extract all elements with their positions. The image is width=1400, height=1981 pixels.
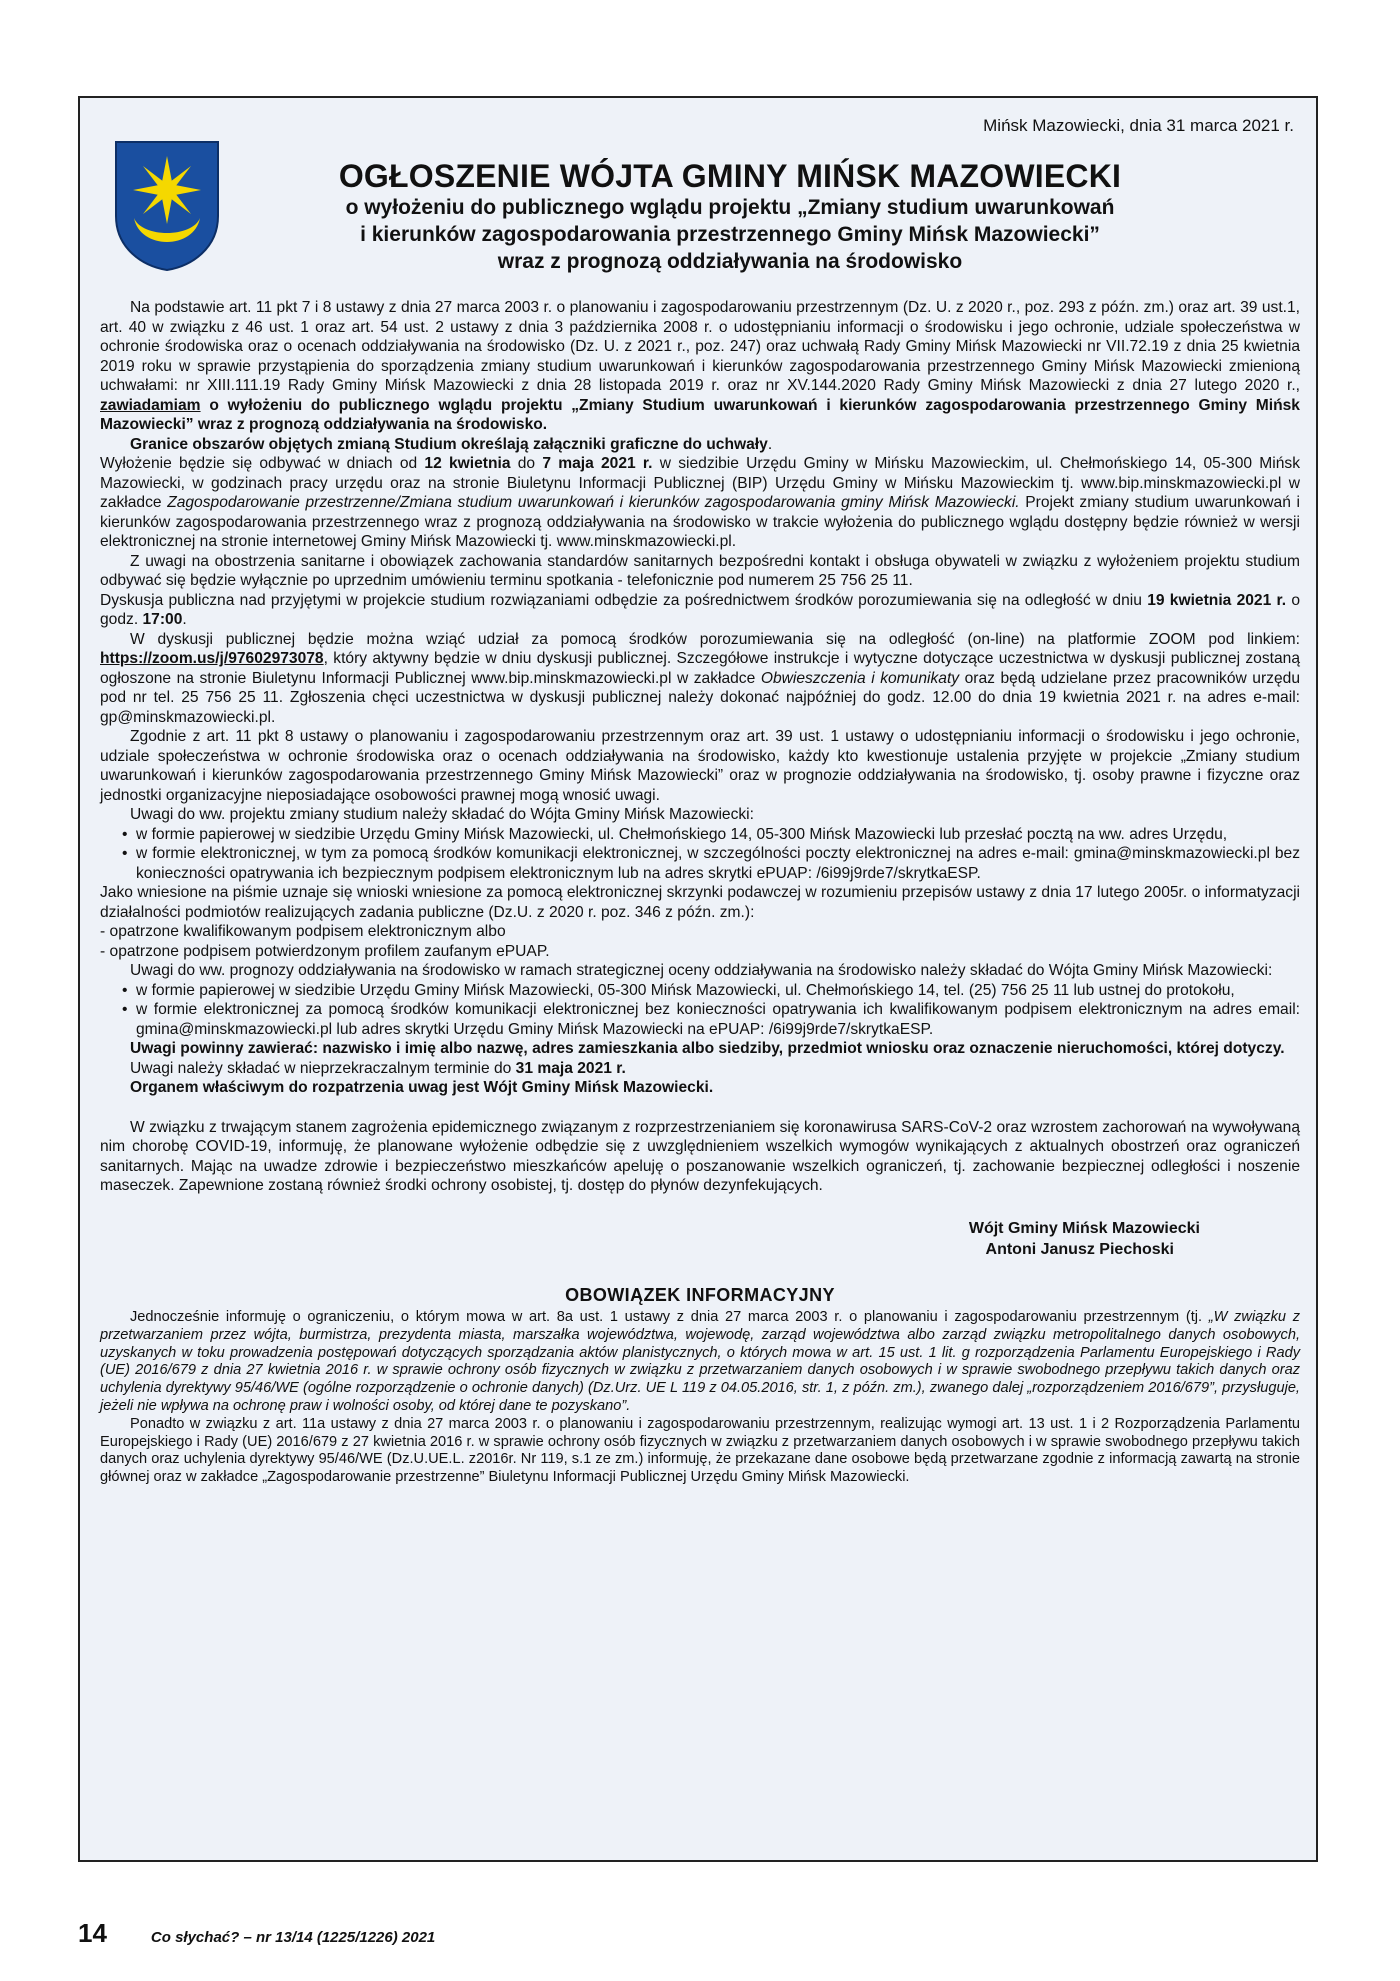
paragraph-obligation-2: Ponadto w związku z art. 11a ustawy z dnia 27 marca 2003 r. o planowaniu i zagospodarowaniu przestrzennym, realizując wymogi art. 13 ust. 1 i 2 Rozporządzenia Parlamentu Europejskiego i Rady (UE) 2016/679 z 27 kwietnia 2016 r. w sprawie ochrony osób fizycznych w związku z przetwarzaniem danych osobowych i w sprawie swobodnego przepływu takich danych oraz uchylenia dyrektywy 95/46/WE (Dz.U.UE.L. z2016r. Nr 119, s.1 ze zm.) informuję, że przekazane dane osobowe będą przetwarzane zgodnie z informacją zawartą na stronie głównej oraz w zakładce „Zagospodarowanie przestrzenne” Biuletynu Informacji Publicznej Urzędu Gminy Mińsk Mazowiecki. — [100, 1415, 1300, 1486]
subtitle-line-3: wraz z prognozą oddziaływania na środowisko — [497, 250, 963, 273]
paragraph-covid: W związku z trwającym stanem zagrożenia epidemicznego związanym z rozprzestrzenianiem się koronawirusa SARS-CoV-2 oraz wzrostem zachorowań na wywoływaną nim chorobę COVID-19, informuję, że planowane wyłożenie odbędzie się z uwzględnieniem wszelkich wymogów wynikających z aktualnych obostrzeń oraz ograniczeń sanitarnych. Mając na uwadze zdrowie i bezpieczeństwo mieszkańców apeluję o poszanowanie wszelkich ograniczeń, tj. zachowanie bezpiecznej odległości i noszenie maseczek. Zapewnione zostaną również środki ochrony osobistej, tj. dostęp do płynów dezynfekujących. — [100, 1118, 1300, 1194]
text: o godz. — [100, 591, 1300, 628]
text: Projekt zmiany studium uwarunkowań i kierunków zagospodarowania przestrzennego wraz z prognozą oddziaływania na środowisko w trakcie wyłożenia do publicznego wglądu dostępny będzie również w wersji elektronicznej na stronie internetowej Gminy Mińsk Mazowiecki tj. www.minskmazowiecki.pl. — [100, 494, 1300, 550]
announcement-frame — [78, 96, 1318, 1862]
header-titles — [230, 158, 1230, 275]
date-line: Mińsk Mazowiecki, dnia 31 marca 2021 r. — [983, 116, 1294, 135]
announcement-body — [100, 298, 1300, 1487]
deadline-date: 31 maja 2021 r. — [515, 1059, 626, 1077]
discussion-time: 17:00 — [142, 611, 183, 628]
text: . — [182, 611, 187, 628]
text: Na podstawie art. 11 pkt 7 i 8 ustawy z dnia 27 marca 2003 r. o planowaniu i zagospodarowaniu przestrzennym (Dz. U. z 2020 r., poz. 293 z późn. zm.) oraz art. 39 ust.1, art. 40 w związku z 46 ust. 1 oraz art. 54 ust. 2 ustawy z dnia 3 października 2008 r. o udostępnianiu informacji o środowisku i jego ochronie, udziale społeczeństwa w ochronie środowiska oraz o ocenach oddziaływania na środowisko (Dz. U. z 2021 r., poz. 247) oraz uchwałą Rady Gminy Mińsk Mazowiecki nr VII.72.19 z dnia 25 kwietnia 2019 roku w sprawie przystąpienia do sporządzenia zmiany studium uwarunkowań i kierunków zagospodarowania przestrzennego Gminy Mińsk Mazowiecki zmienioną uchwałami: nr XIII.111.19 Rady Gminy Mińsk Mazowiecki z dnia 28 listopada 2019 r. oraz nr XV.144.2020 Rady Gminy Mińsk Mazowiecki z dnia 27 lutego 2020 r., — [100, 299, 1300, 394]
paragraph-remarks-right: Zgodnie z art. 11 pkt 8 ustawy o planowaniu i zagospodarowaniu przestrzennym oraz art. 39 ust. 1 ustawy o udostępnianiu informacji o środowisku i jego ochronie, udziale społeczeństwa w ochronie środowiska oraz o ocenach oddziaływania na środowisko, każdy kto kwestionuje ustalenia przyjęte w projekcie „Zmiany studium uwarunkowań i kierunków zagospodarowania przestrzennego Gminy Mińsk Mazowiecki” oraz w prognozie oddziaływania na środowisko, tj. osoby prawne i fizyczne oraz jednostki organizacyjne nieposiadające osobowości prawnej mogą wnosić uwagi. — [100, 728, 1300, 804]
remarks-forecast-list — [100, 981, 1300, 1040]
list-item: • w formie papierowej w siedzibie Urzędu Gminy Mińsk Mazowiecki, 05-300 Mińsk Mazowiecki, ul. Chełmońskiego 14, tel. (25) 756 25 11 lub ustnej do protokołu, — [136, 981, 1300, 1001]
paragraph-legal-basis — [100, 298, 1300, 435]
paragraph-exhibition-dates — [100, 454, 1300, 552]
text: Jednocześnie informuję o ograniczeniu, o którym mowa w art. 8a ust. 1 ustawy z dnia 27 marca 2003 r. o planowaniu i zagospodarowaniu przestrzennym (tj. — [130, 1309, 1209, 1325]
signature — [100, 1218, 1300, 1260]
text: . — [767, 435, 773, 453]
zoom-link[interactable]: https://zoom.us/j/97602973078 — [100, 650, 324, 667]
text: w siedzibie Urzędu Gminy w Mińsku Mazowieckim, ul. Chełmońskiego 14, 05-300 Mińsk Mazowiecki, w godzinach pracy urzędu oraz na stronie Biuletynu Informacji Publicznej (BIP) Urzędu Gminy w Mińsku Mazowieckim tj. www.bip.minskmazowiecki.pl w zakładce — [100, 455, 1300, 511]
list-item: • w formie elektronicznej za pomocą środków komunikacji elektronicznej bez konieczności opatrywania ich kwalifikowanym podpisem elektronicznym na adres email: gmina@minskmazowiecki.pl lub adres skrytki Urzędu Gminy Mińsk Mazowiecki na ePUAP: /6i99j9rde7/skrytkaESP. — [136, 1000, 1300, 1039]
page-title: OGŁOSZENIE WÓJTA GMINY MIŃSK MAZOWIECKI — [338, 158, 1122, 194]
signature-name: Antoni Janusz Piechoski — [985, 1240, 1174, 1258]
text: do — [510, 455, 543, 472]
paragraph-obligation-1 — [100, 1309, 1300, 1416]
text: oraz będą udzielane przez pracowników urzędu pod nr tel. 25 756 25 11. Zgłoszenia chęci uczestnictwa w dyskusji publicznej należy dokonać najpóźniej do godz. 12.00 do dnia 19 kwietnia 2021 r. na adres e-mail: gp@minskmazowiecki.pl. — [100, 669, 1300, 726]
text: Wyłożenie będzie się odbywać w dniach od — [100, 455, 425, 472]
page-footer — [78, 1918, 435, 1949]
coat-of-arms-icon — [112, 138, 222, 273]
paragraph-remarks-forecast: Uwagi do ww. prognozy oddziaływania na środowisko w ramach strategicznej oceny oddziaływania na środowisko należy składać do Wójta Gminy Mińsk Mazowiecki: — [130, 962, 1273, 979]
quoted-law: „W związku z przetwarzaniem przez wójta, burmistrza, prezydenta miasta, marszałka województwa, wojewodę, zarząd województwa albo zarząd związku metropolitalnego danych osobowych, uzyskanych w toku prowadzenia postępowań dotyczących sporządzania aktów planistycznych, o których mowa w art. 15 ust. 1 lit. g rozporządzenia Parlamentu Europejskiego i Rady (UE) 2016/679 z dnia 27 kwietnia 2016 r. w sprawie ochrony osób fizycznych w związku z przetwarzaniem danych osobowych i w sprawie swobodnego przepływu takich danych oraz uchylenia dyrektywy 95/46/WE (ogólne rozporządzenie o ochronie danych) (Dz.Urz. UE L 119 z 04.05.2016, str. 1, z późn. zm.), zwanego dalej „rozporządzeniem 2016/679”, przysługuje, jeżeli nie wpływa na ochronę praw i wolności osoby, od której dane te pozyskano”. — [100, 1309, 1300, 1414]
discussion-date: 19 kwietnia 2021 r. — [1147, 591, 1287, 609]
list-item: • w formie elektronicznej, w tym za pomocą środków komunikacji elektronicznej, w szczególności poczty elektronicznej na adres e-mail: gmina@minskmazowiecki.pl bez konieczności opatrywania ich bezpiecznym podpisem elektronicznym lub na adres skrytki ePUAP: /6i99j9rde7/skrytkaESP. — [136, 844, 1300, 883]
text-bold: o wyłożeniu do publicznego wglądu projektu „Zmiany Studium uwarunkowań i kierunków zagospodarowania przestrzennego Gminy Mińsk Mazowiecki” wraz z prognozą oddziaływania na środowisko. — [100, 396, 1300, 433]
notify-word: zawiadamiam — [100, 396, 201, 414]
bip-section: Zagospodarowanie przestrzenne/Zmiana studium uwarunkowań i kierunków zagospodarowania gminy Mińsk Mazowiecki. — [167, 494, 1020, 511]
date-start: 12 kwietnia — [424, 455, 511, 472]
text-bold: Granice obszarów objętych zmianą Studium określają załączniki graficzne do uchwały — [130, 435, 768, 453]
remarks-study-list — [100, 825, 1300, 884]
obligation-title: OBOWIĄZEK INFORMACYJNY — [565, 1284, 835, 1305]
paragraph-remarks-study: Uwagi do ww. projektu zmiany studium należy składać do Wójta Gminy Mińsk Mazowiecki: — [130, 806, 754, 823]
subtitle-line-2: i kierunków zagospodarowania przestrzennego Gminy Mińsk Mazowiecki” — [360, 223, 1100, 246]
paragraph-boundaries — [100, 435, 1300, 455]
text: Dyskusja publiczna nad przyjętymi w projekcie studium rozwiązaniami odbędzie za pośrednictwem środków porozumiewania się na odległość w dniu — [100, 591, 1148, 609]
paragraph-zoom — [100, 630, 1300, 728]
dash-item: - opatrzone podpisem potwierdzonym profilem zaufanym ePUAP. — [100, 942, 550, 960]
text: W dyskusji publicznej będzie można wziąć udział za pomocą środków porozumiewania się na odległość (on-line) na platformie ZOOM pod linkiem: — [130, 630, 1300, 648]
subtitle-line-1: o wyłożeniu do publicznego wglądu projektu „Zmiany studium uwarunkowań — [345, 196, 1115, 219]
dash-item: - opatrzone kwalifikowanym podpisem elektronicznym albo — [100, 923, 506, 940]
page-number: 14 — [78, 1918, 107, 1948]
paragraph-remarks-content: Uwagi powinny zawierać: nazwisko i imię albo nazwę, adres zamieszkania albo siedziby, przedmiot wniosku oraz oznaczenie nieruchomości, której dotyczy. — [130, 1040, 1285, 1057]
text: , który aktywny będzie w dniu dyskusji publicznej. Szczegółowe instrukcje i wytyczne dotyczące uczestnictwa w dyskusji publicznej zostaną ogłoszone na stronie Biuletynu Informacji Publicznej www.bip.minskmazowiecki.pl w zakładce — [100, 650, 1300, 687]
paragraph-electronic: Jako wniesione na piśmie uznaje się wnioski wniesione za pomocą elektronicznej skrzynki podawczej w rozumieniu przepisów ustawy z dnia 17 lutego 2005r. o informatyzacji działalności podmiotów realizujących zadania publiczne (Dz.U. z 2020 r. poz. 346 z późn. zm.): — [100, 884, 1300, 921]
paragraph-deadline — [100, 1059, 1300, 1079]
date-end: 7 maja 2021 r. — [542, 455, 653, 472]
paragraph-sanitary: Z uwagi na obostrzenia sanitarne i obowiązek zachowania standardów sanitarnych bezpośredni kontakt i obsługa obywateli w związku z wyłożeniem projektu studium odbywać się będzie wyłącznie po uprzednim umówieniu terminu spotkania - telefonicznie pod numerem 25 756 25 11. — [100, 552, 1300, 589]
paragraph-public-discussion — [100, 591, 1300, 630]
signature-title: Wójt Gminy Mińsk Mazowiecki — [968, 1219, 1200, 1237]
paragraph-authority: Organem właściwym do rozpatrzenia uwag jest Wójt Gminy Mińsk Mazowiecki. — [130, 1079, 714, 1096]
bip-section: Obwieszczenia i komunikaty — [760, 669, 960, 687]
magazine-title: Co słychać? – nr 13/14 (1225/1226) 2021 — [150, 1929, 436, 1946]
text: Uwagi należy składać w nieprzekraczalnym terminie do — [130, 1059, 516, 1077]
list-item: • w formie papierowej w siedzibie Urzędu Gminy Mińsk Mazowiecki, ul. Chełmońskiego 14, 05-300 Mińsk Mazowiecki lub przesłać pocztą na ww. adres Urzędu, — [136, 825, 1300, 845]
